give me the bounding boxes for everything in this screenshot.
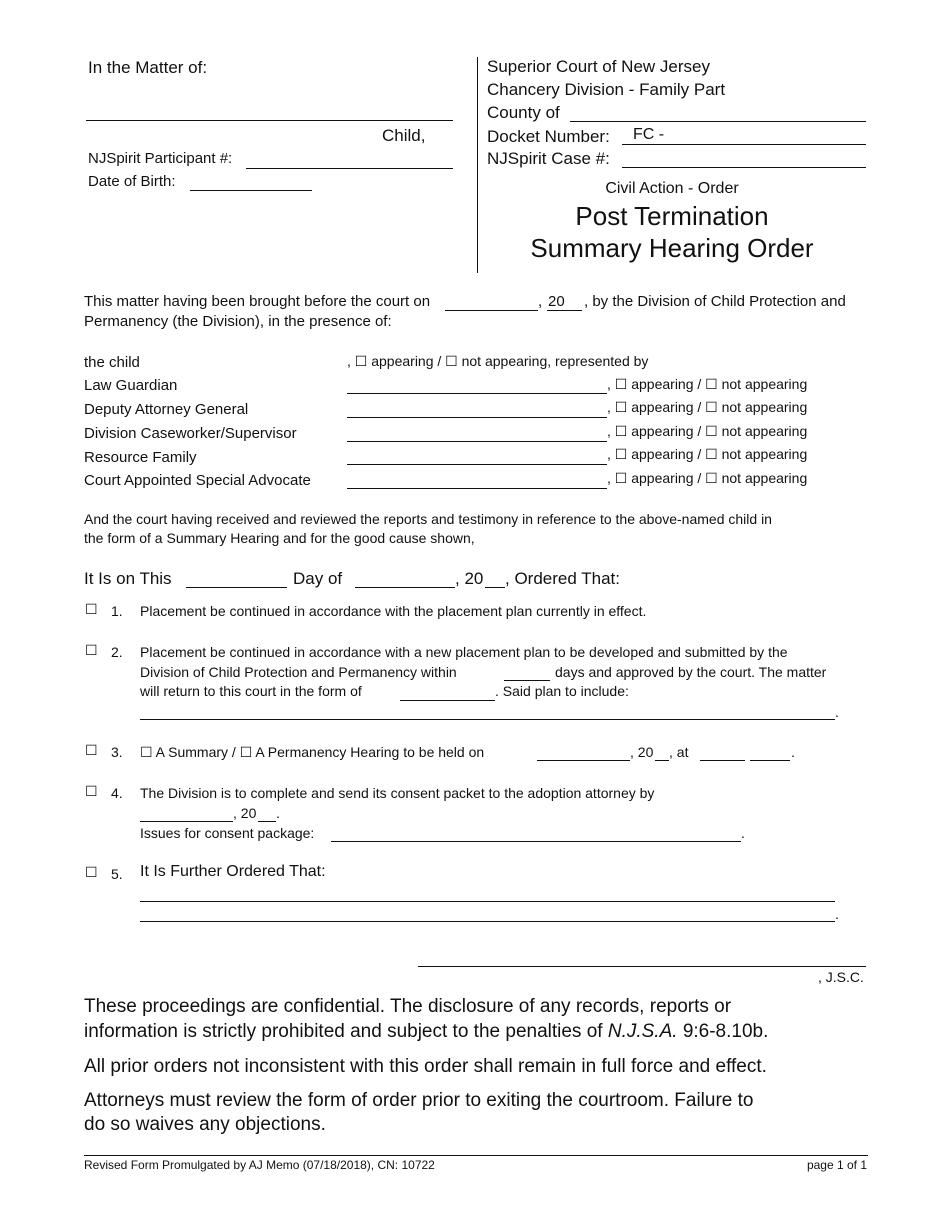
- njspirit-participant-field[interactable]: [246, 168, 453, 169]
- party-child-status[interactable]: , ☐ appearing / ☐ not appearing, represented by: [347, 353, 649, 369]
- item-1-checkbox[interactable]: ☐: [85, 602, 98, 618]
- party-status[interactable]: , ☐ appearing / ☐ not appearing: [607, 470, 808, 486]
- child-name-line[interactable]: [86, 120, 453, 121]
- party-name-field[interactable]: [347, 488, 607, 489]
- attorney-notice-line1: Attorneys must review the form of order prior to exiting the courtroom. Failure to: [84, 1090, 754, 1111]
- party-label: Law Guardian: [84, 377, 178, 394]
- party-name-field[interactable]: [347, 417, 607, 418]
- party-status[interactable]: , ☐ appearing / ☐ not appearing: [607, 399, 808, 415]
- case-label: NJSpirit Case #:: [487, 149, 610, 168]
- order-day-field[interactable]: [186, 587, 287, 588]
- party-status[interactable]: , ☐ appearing / ☐ not appearing: [607, 446, 808, 462]
- party-name-field[interactable]: [347, 464, 607, 465]
- item-2-number: 2.: [111, 644, 123, 660]
- order-year-field[interactable]: [485, 587, 505, 588]
- plan-include-field[interactable]: [140, 719, 835, 720]
- intro-text-part1: This matter having been brought before the court on: [84, 293, 431, 310]
- item-1-number: 1.: [111, 603, 123, 619]
- jsc-label: , J.S.C.: [818, 969, 864, 985]
- item-3-text[interactable]: ☐ A Summary / ☐ A Permanency Hearing to be held on: [140, 744, 485, 760]
- child-label: Child,: [382, 126, 426, 145]
- judge-signature-line[interactable]: [418, 966, 866, 967]
- county-field[interactable]: [570, 121, 866, 122]
- item-2-line3b: . Said plan to include:: [495, 683, 629, 699]
- statute-section: 9:6-8.10b.: [682, 1021, 769, 1042]
- docket-prefix: FC -: [633, 126, 665, 143]
- party-label: Division Caseworker/Supervisor: [84, 425, 297, 442]
- party-status[interactable]: , ☐ appearing / ☐ not appearing: [607, 423, 808, 439]
- item-2-end-period: .: [835, 704, 839, 720]
- item-4-end-period: .: [741, 825, 745, 841]
- item-4-checkbox[interactable]: ☐: [85, 784, 98, 800]
- plan-days-field[interactable]: [504, 680, 550, 681]
- item-1-text: Placement be continued in accordance with the placement plan currently in effect.: [140, 603, 647, 619]
- item-5-checkbox[interactable]: ☐: [85, 865, 98, 881]
- docket-label: Docket Number:: [487, 127, 610, 146]
- confidential-notice-text: information is strictly prohibited and subject to the penalties of: [84, 1021, 603, 1042]
- item-4-year: , 20: [233, 805, 257, 821]
- order-year-label: , 20: [455, 569, 484, 588]
- hearing-time-field[interactable]: [700, 760, 745, 761]
- item-2-line3a: will return to this court in the form of: [140, 683, 362, 699]
- court-division: Chancery Division - Family Part: [487, 80, 726, 99]
- item-2-line2b: days and approved by the court. The matter: [555, 664, 827, 680]
- party-status[interactable]: , ☐ appearing / ☐ not appearing: [607, 376, 808, 392]
- item-3-checkbox[interactable]: ☐: [85, 743, 98, 759]
- item-3-end-period: .: [791, 744, 795, 760]
- hearing-ampm-field[interactable]: [750, 760, 790, 761]
- case-field[interactable]: [622, 167, 866, 168]
- confidential-notice-line1: These proceedings are confidential. The disclosure of any records, reports or: [84, 996, 732, 1017]
- county-label: County of: [487, 103, 560, 122]
- dob-label: Date of Birth:: [88, 173, 176, 190]
- further-order-field[interactable]: [140, 921, 835, 922]
- return-form-field[interactable]: [400, 700, 495, 701]
- order-title-line1: Post Termination: [575, 201, 769, 231]
- hearing-date-field[interactable]: [537, 760, 630, 761]
- party-label: Court Appointed Special Advocate: [84, 472, 311, 489]
- findings-line1: And the court having received and reviewed the reports and testimony in reference to the above-named child in: [84, 511, 772, 527]
- order-month-field[interactable]: [355, 587, 455, 588]
- party-label: Deputy Attorney General: [84, 401, 249, 418]
- order-title-line2: Summary Hearing Order: [530, 233, 814, 263]
- intro-year-prefix: 20: [548, 293, 565, 310]
- party-child-label: the child: [84, 354, 140, 371]
- consent-issues-field[interactable]: [331, 841, 741, 842]
- findings-line2: the form of a Summary Hearing and for the good cause shown,: [84, 530, 475, 546]
- party-name-field[interactable]: [347, 441, 607, 442]
- item-2-line1: Placement be continued in accordance with a new placement plan to be developed and submitted by the: [140, 644, 788, 660]
- further-order-field[interactable]: [140, 901, 835, 902]
- day-of-label: Day of: [293, 569, 343, 588]
- item-5-number: 5.: [111, 866, 123, 882]
- item-4-line1: The Division is to complete and send its consent packet to the adoption attorney by: [140, 785, 655, 801]
- action-type: Civil Action - Order: [605, 180, 739, 197]
- hearing-year-field[interactable]: [655, 760, 669, 761]
- in-matter-of-label: In the Matter of:: [88, 58, 208, 77]
- hearing-year-field[interactable]: [547, 310, 582, 311]
- intro-text-part2: , by the Division of Child Protection and: [584, 293, 846, 310]
- item-2-line2a: Division of Child Protection and Permanency within: [140, 664, 457, 680]
- party-name-field[interactable]: [347, 393, 607, 394]
- dob-field[interactable]: [190, 190, 312, 191]
- prior-orders-notice: All prior orders not inconsistent with this order shall remain in full force and effect.: [84, 1056, 767, 1077]
- item-2-checkbox[interactable]: ☐: [85, 643, 98, 659]
- ordered-that-label: , Ordered That:: [505, 569, 620, 588]
- intro-comma: ,: [538, 293, 543, 310]
- attorney-notice-line2: do so waives any objections.: [84, 1114, 326, 1135]
- item-4-issues-label: Issues for consent package:: [140, 825, 315, 841]
- item-3-number: 3.: [111, 744, 123, 760]
- confidential-notice-line2: [84, 1021, 768, 1043]
- it-is-on-this-label: It Is on This: [84, 569, 172, 588]
- statute-ref: N.J.S.A.: [607, 1021, 678, 1042]
- item-4-number: 4.: [111, 785, 123, 801]
- consent-date-field[interactable]: [140, 821, 233, 822]
- footer-divider: [84, 1155, 868, 1156]
- footer-page-number: page 1 of 1: [806, 1158, 867, 1172]
- njspirit-participant-label: NJSpirit Participant #:: [88, 150, 233, 167]
- party-label: Resource Family: [84, 449, 197, 466]
- footer-form-info: Revised Form Promulgated by AJ Memo (07/18/2018), CN: 10722: [84, 1158, 435, 1172]
- item-5-text: It Is Further Ordered That:: [140, 863, 326, 880]
- item-3-year: , 20: [630, 744, 654, 760]
- item-5-end-period: .: [835, 906, 839, 922]
- item-3-at: , at: [669, 744, 689, 760]
- item-4-dot: .: [276, 805, 280, 821]
- court-name: Superior Court of New Jersey: [487, 57, 710, 76]
- intro-text-line2: Permanency (the Division), in the presence of:: [84, 313, 392, 330]
- docket-field[interactable]: [622, 144, 866, 145]
- consent-year-field[interactable]: [258, 821, 276, 822]
- hearing-date-field[interactable]: [445, 310, 538, 311]
